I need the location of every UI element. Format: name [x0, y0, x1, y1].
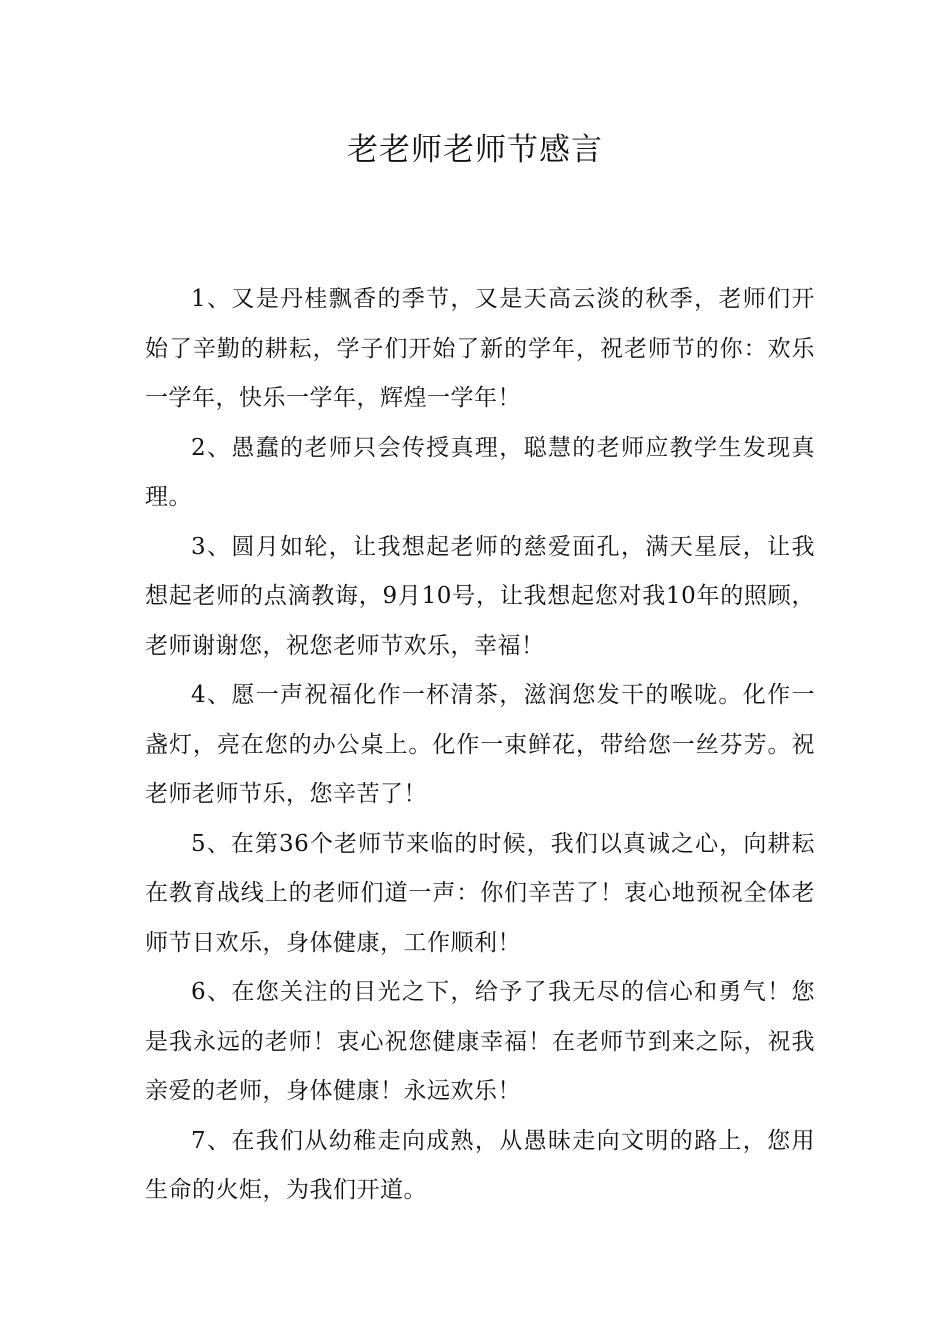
document-title: 老老师老师节感言	[347, 132, 603, 168]
paragraph-2: 2、愚蠢的老师只会传授真理，聪慧的老师应教学生发现真理。	[145, 434, 815, 510]
paragraph-5: 5、在第36个老师节来临的时候，我们以真诚之心，向耕耘在教育战线上的老师们道一声：你们辛苦了！衷心地预祝全体老师节日欢乐，身体健康，工作顺利！	[145, 830, 815, 956]
paragraph-4: 4、愿一声祝福化作一杯清茶，滋润您发干的喉咙。化作一盏灯，亮在您的办公桌上。化作一束鲜花，带给您一丝芬芳。祝老师老师节乐，您辛苦了！	[145, 682, 815, 807]
paragraph-1: 1、又是丹桂飘香的季节，又是天高云淡的秋季，老师们开始了辛勤的耕耘，学子们开始了新的学年，祝老师节的你：欢乐一学年，快乐一学年，辉煌一学年！	[145, 286, 815, 411]
paragraph-3: 3、圆月如轮，让我想起老师的慈爱面孔，满天星辰，让我想起老师的点滴教诲，9月10号，让我想起您对我10年的照顾，老师谢谢您，祝您老师节欢乐，幸福！	[145, 533, 815, 659]
document-body	[145, 275, 815, 1216]
paragraph-7: 7、在我们从幼稚走向成熟，从愚昧走向文明的路上，您用生命的火炬，为我们开道。	[145, 1127, 815, 1203]
paragraph-6: 6、在您关注的目光之下，给予了我无尽的信心和勇气！您是我永远的老师！衷心祝您健康幸福！在老师节到来之际，祝我亲爱的老师，身体健康！永远欢乐！	[145, 979, 815, 1104]
